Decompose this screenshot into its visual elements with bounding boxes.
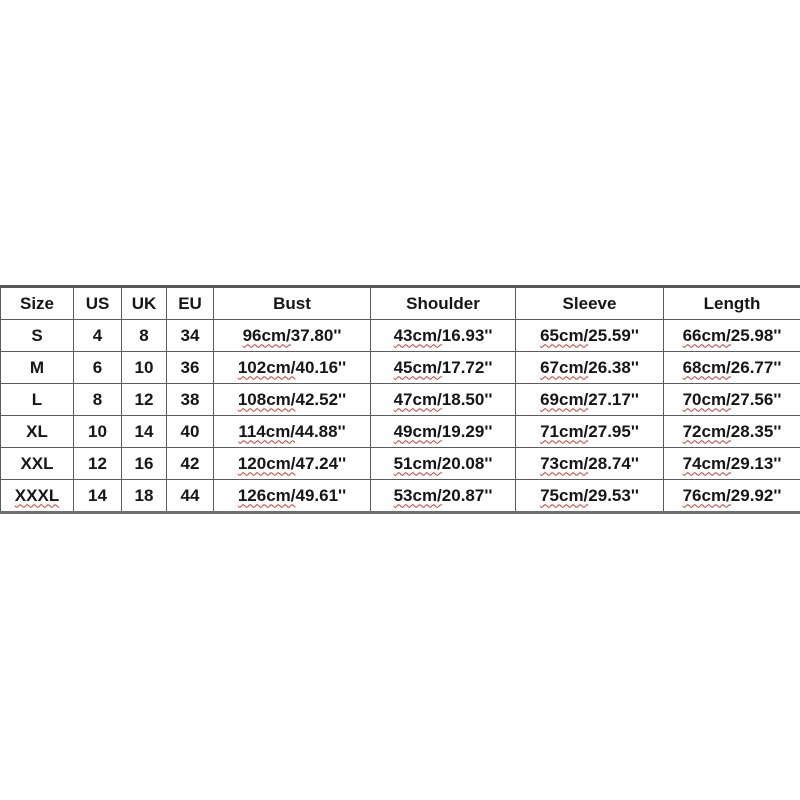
cell-sleeve [516,448,664,480]
cell-length [664,480,800,513]
cell-uk: 14 [122,416,167,448]
cell-size: XL [1,416,74,448]
cell-eu: 44 [167,480,214,513]
cell-sleeve [516,320,664,352]
imperial-value: 27.95'' [588,421,639,441]
imperial-value: 47.24'' [295,453,347,473]
cell-length [664,352,800,384]
header-shoulder: Shoulder [371,287,516,320]
metric-value: 68cm/ [682,357,731,377]
cell-bust [214,480,371,513]
imperial-value: 27.56'' [730,389,782,409]
cell-uk: 16 [122,448,167,480]
cell-size: L [1,384,74,416]
metric-value: 70cm/ [682,389,731,409]
size-chart-table [0,285,800,514]
cell-shoulder [371,416,516,448]
metric-value: 126cm/ [237,485,296,505]
size-table-body [1,320,800,513]
imperial-value: 20.87'' [441,485,493,505]
cell-bust [214,384,371,416]
imperial-value: 42.52'' [295,389,347,409]
cell-sleeve [516,480,664,513]
header-uk: UK [122,287,167,320]
metric-value: 71cm/ [540,421,589,441]
header-row [1,287,800,320]
cell-us: 14 [74,480,122,513]
imperial-value: 17.72'' [441,357,493,377]
cell-us: 8 [74,384,122,416]
metric-value: 73cm/ [540,453,589,473]
table-row [1,320,800,352]
cell-size: M [1,352,74,384]
metric-value: 66cm/ [682,325,731,345]
metric-value: 51cm/ [393,453,442,473]
cell-uk: 18 [122,480,167,513]
cell-us: 12 [74,448,122,480]
cell-us: 10 [74,416,122,448]
cell-bust [214,320,371,352]
cell-eu: 38 [167,384,214,416]
cell-us: 4 [74,320,122,352]
metric-value: 47cm/ [393,389,442,409]
cell-size: XXL [1,448,74,480]
header-length: Length [664,287,800,320]
table-row [1,448,800,480]
imperial-value: 25.59'' [588,325,639,345]
cell-bust [214,448,371,480]
metric-value: 65cm/ [540,325,589,345]
imperial-value: 27.17'' [588,389,639,409]
imperial-value: 26.38'' [588,357,639,377]
header-us: US [74,287,122,320]
cell-eu: 42 [167,448,214,480]
metric-value: 49cm/ [393,421,442,441]
cell-sleeve [516,416,664,448]
metric-value: 74cm/ [682,453,731,473]
imperial-value: 28.74'' [588,453,639,473]
header-eu: EU [167,287,214,320]
size-label: XXXL [14,485,60,505]
header-sleeve: Sleeve [516,287,664,320]
cell-shoulder [371,448,516,480]
cell-sleeve [516,352,664,384]
cell-sleeve [516,384,664,416]
imperial-value: 49.61'' [295,485,347,505]
metric-value: 69cm/ [540,389,589,409]
cell-shoulder [371,320,516,352]
cell-eu: 36 [167,352,214,384]
metric-value: 120cm/ [237,453,296,473]
cell-uk: 8 [122,320,167,352]
cell-shoulder [371,384,516,416]
cell-eu: 40 [167,416,214,448]
metric-value: 67cm/ [540,357,589,377]
table-row [1,480,800,513]
table-row [1,384,800,416]
metric-value: 43cm/ [393,325,442,345]
imperial-value: 44.88'' [295,421,346,441]
imperial-value: 26.77'' [730,357,782,377]
imperial-value: 29.92'' [730,485,782,505]
header-bust: Bust [214,287,371,320]
cell-uk: 12 [122,384,167,416]
cell-eu: 34 [167,320,214,352]
imperial-value: 25.98'' [730,325,782,345]
imperial-value: 19.29'' [441,421,493,441]
cell-shoulder [371,352,516,384]
imperial-value: 18.50'' [441,389,493,409]
cell-size: S [1,320,74,352]
cell-length [664,448,800,480]
imperial-value: 28.35'' [730,421,782,441]
cell-shoulder [371,480,516,513]
metric-value: 102cm/ [237,357,296,377]
cell-bust [214,416,371,448]
cell-length [664,320,800,352]
metric-value: 53cm/ [393,485,442,505]
table-row [1,416,800,448]
cell-us: 6 [74,352,122,384]
cell-uk: 10 [122,352,167,384]
imperial-value: 40.16'' [295,357,347,377]
metric-value: 72cm/ [682,421,731,441]
cell-length [664,384,800,416]
metric-value: 75cm/ [540,485,589,505]
imperial-value: 29.53'' [588,485,639,505]
metric-value: 45cm/ [393,357,442,377]
imperial-value: 20.08'' [441,453,493,473]
cell-bust [214,352,371,384]
cell-size [1,480,74,513]
cell-length [664,416,800,448]
metric-value: 76cm/ [682,485,731,505]
metric-value: 114cm/ [238,421,296,441]
table-header [1,287,800,320]
header-size: Size [1,287,74,320]
imperial-value: 29.13'' [730,453,782,473]
table-row [1,352,800,384]
imperial-value: 37.80'' [290,325,342,345]
imperial-value: 16.93'' [441,325,493,345]
metric-value: 108cm/ [237,389,296,409]
metric-value: 96cm/ [242,325,291,345]
